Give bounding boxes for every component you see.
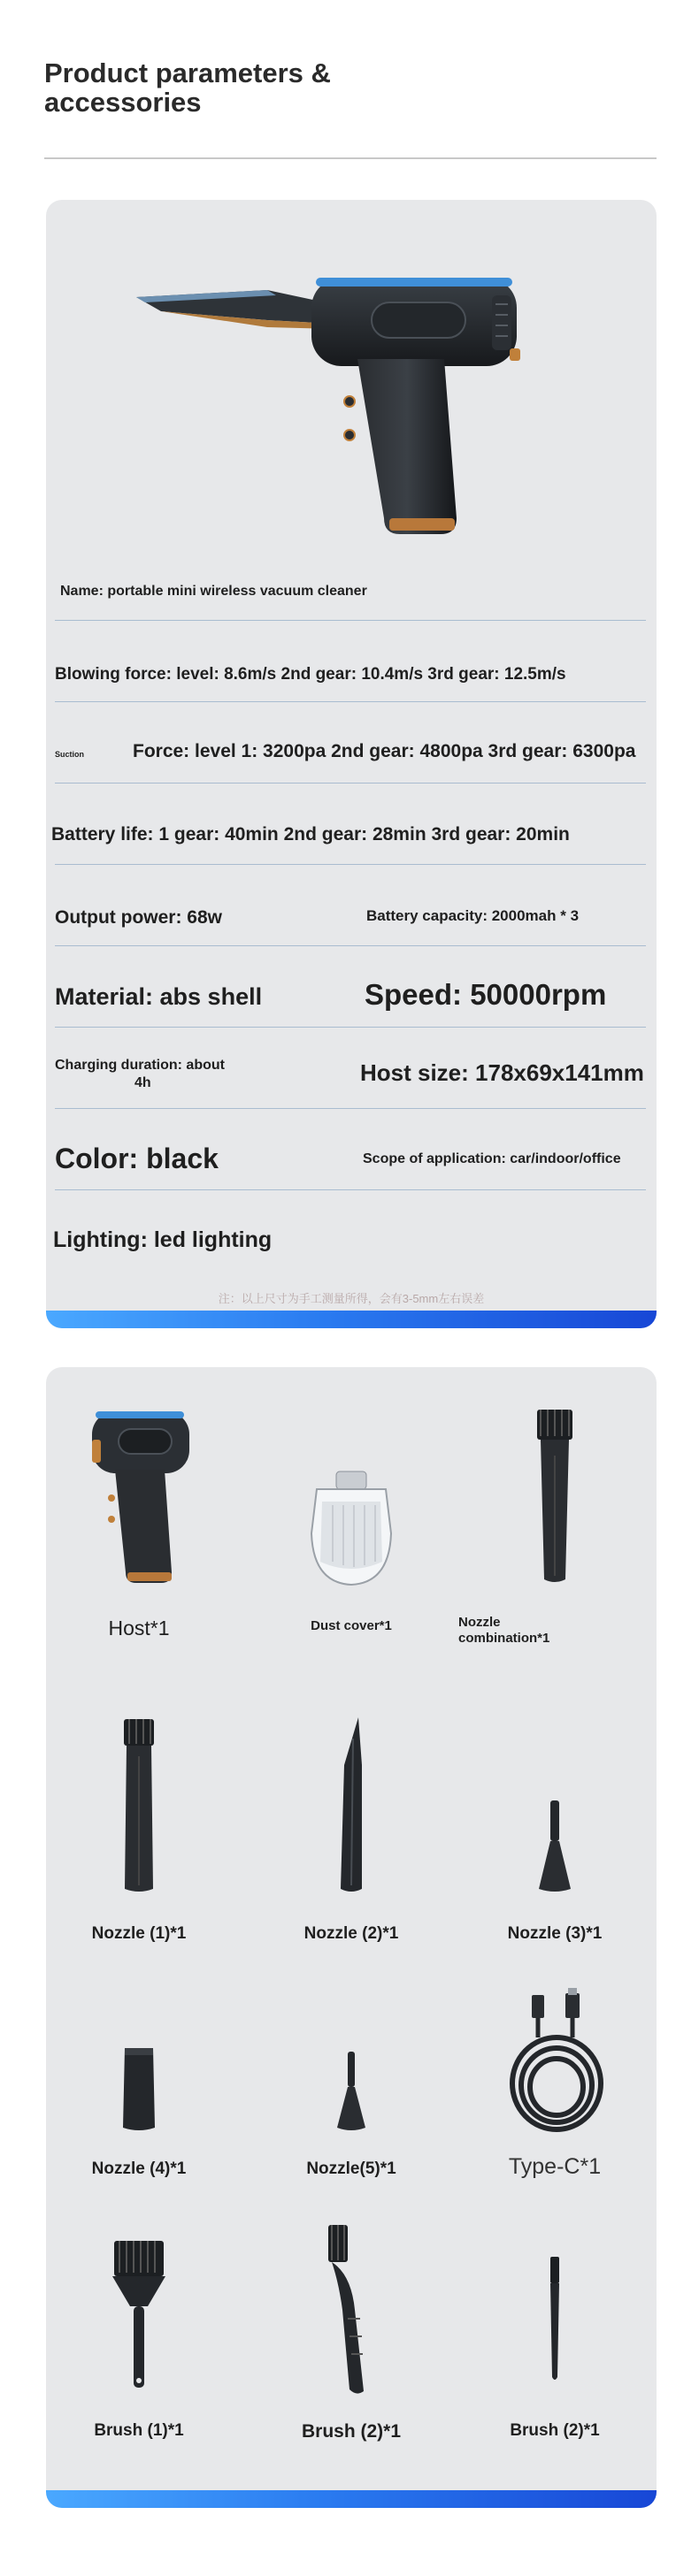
nozzle-4-label: Nozzle (4)*1	[91, 2159, 187, 2178]
param-suction-prefix: Suction	[55, 750, 84, 759]
param-material: Material: abs shell	[55, 983, 263, 1010]
accessory-dust-cover	[258, 1403, 444, 1668]
accent-bar	[46, 1311, 657, 1328]
param-row-suction	[55, 702, 646, 784]
nozzle-5-label: Nozzle(5)*1	[306, 2159, 396, 2178]
accessory-brush-2b	[462, 2221, 648, 2469]
nozzle-2-image	[307, 1712, 396, 1898]
page-heading	[44, 58, 504, 117]
vacuum-cleaner-image	[134, 235, 595, 554]
param-scope: Scope of application: car/indoor/office	[363, 1151, 621, 1166]
nozzle-4-image	[95, 1986, 183, 2145]
accessory-nozzle-4	[46, 1986, 232, 2207]
host-image	[73, 1403, 205, 1588]
param-row-power	[55, 865, 646, 946]
param-row-color	[55, 1109, 646, 1190]
heading-divider	[44, 157, 657, 159]
dust-cover-label: Dust cover*1	[311, 1618, 392, 1633]
param-suction-force: Force: level 1: 3200pa 2nd gear: 4800pa 3rd gear: 6300pa	[133, 741, 636, 761]
brush-1-label: Brush (1)*1	[94, 2421, 184, 2440]
accessory-brush-2a	[258, 2221, 444, 2469]
accessory-nozzle-5	[258, 1986, 444, 2207]
heading-line-2: accessories	[44, 87, 202, 118]
type-c-cable-image	[493, 1986, 617, 2145]
brush-2a-label: Brush (2)*1	[301, 2421, 402, 2442]
nozzle-combination-image	[502, 1403, 608, 1588]
brush-2b-image	[511, 2221, 599, 2398]
param-battery-life: Battery life: 1 gear: 40min 2nd gear: 28min 3rd gear: 20min	[51, 824, 570, 845]
param-blowing-force: Blowing force: level: 8.6m/s 2nd gear: 10.4m/s 3rd gear: 12.5m/s	[55, 665, 566, 684]
accessories-card	[46, 1367, 657, 2508]
accessory-nozzle-3	[462, 1712, 648, 1968]
nozzle-3-image	[511, 1712, 599, 1898]
accessory-nozzle-2	[258, 1712, 444, 1968]
nozzle-2-label: Nozzle (2)*1	[303, 1924, 399, 1943]
param-charging-line1: Charging duration: about	[55, 1058, 225, 1073]
param-row-blowing	[55, 621, 646, 702]
param-name: Name: portable mini wireless vacuum cleaner	[60, 584, 367, 599]
param-color: Color: black	[55, 1143, 219, 1174]
accessory-host	[46, 1403, 232, 1668]
nozzle-combination-label-2: combination*1	[458, 1631, 550, 1646]
accessory-brush-1	[46, 2221, 232, 2469]
param-output-power: Output power: 68w	[55, 907, 222, 928]
accessory-nozzle-combination	[458, 1403, 648, 1668]
dust-cover-image	[294, 1403, 409, 1588]
host-label: Host*1	[108, 1617, 170, 1640]
nozzle-combination-label-1: Nozzle	[458, 1615, 501, 1630]
accessory-nozzle-1	[46, 1712, 232, 1968]
parameters-card	[46, 200, 657, 1328]
param-row-battery-life	[51, 784, 646, 865]
param-lighting: Lighting: led lighting	[53, 1227, 273, 1252]
param-battery-capacity: Battery capacity: 2000mah * 3	[366, 907, 580, 924]
brush-2b-label: Brush (2)*1	[510, 2421, 600, 2440]
accent-bar	[46, 2490, 657, 2508]
nozzle-3-label: Nozzle (3)*1	[507, 1924, 603, 1943]
brush-1-image	[86, 2221, 192, 2398]
brush-2a-image	[298, 2221, 404, 2398]
nozzle-5-image	[307, 1986, 396, 2145]
param-row-lighting	[55, 1190, 646, 1261]
param-host-size: Host size: 178x69x141mm	[360, 1059, 644, 1086]
nozzle-1-label: Nozzle (1)*1	[91, 1924, 187, 1943]
measurement-note: 注：以上尺寸为手工测量所得，会有3-5mm左右误差	[218, 1292, 485, 1305]
param-speed: Speed: 50000rpm	[365, 978, 607, 1011]
accessory-type-c-cable	[462, 1986, 648, 2207]
heading-line-1: Product parameters &	[44, 57, 331, 88]
nozzle-1-image	[95, 1712, 183, 1898]
param-row-material	[55, 946, 646, 1028]
param-row-name	[55, 569, 646, 621]
param-row-charging	[55, 1028, 646, 1109]
type-c-label: Type-C*1	[508, 2154, 602, 2179]
param-charging-line2: 4h	[134, 1075, 151, 1090]
